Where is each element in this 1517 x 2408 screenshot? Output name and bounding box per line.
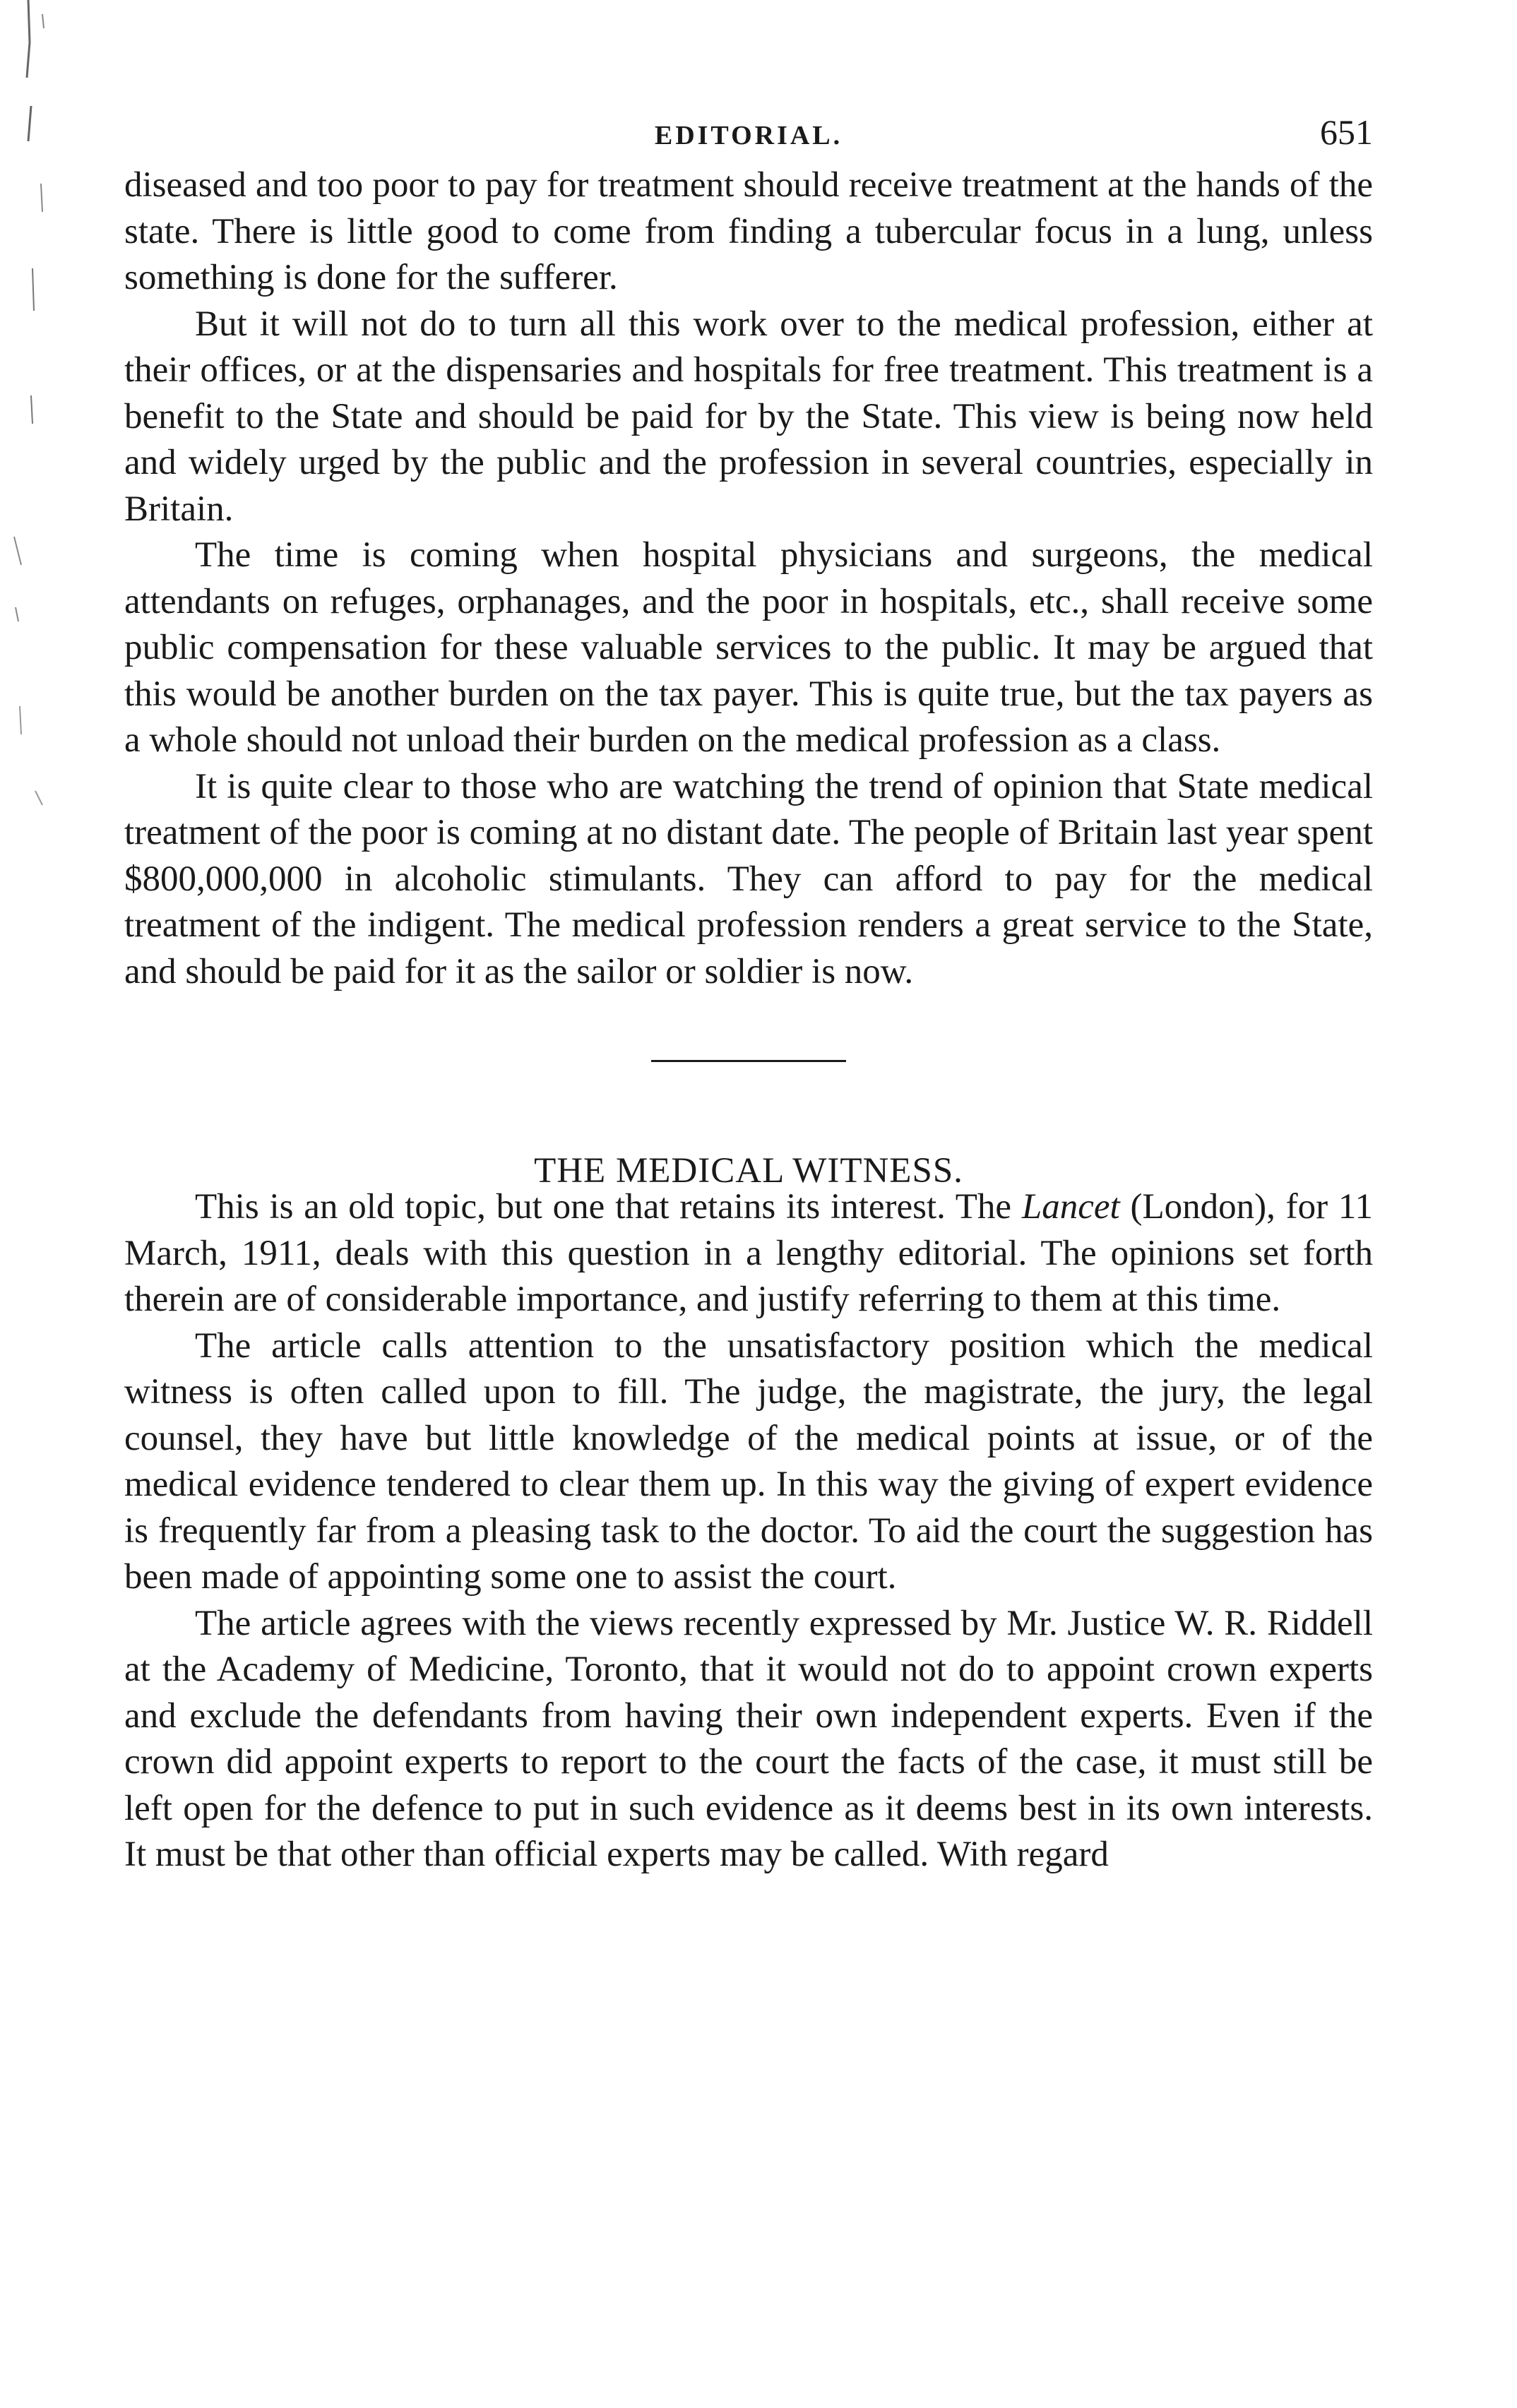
running-head: [124, 106, 1373, 162]
section-separator-rule: [651, 1060, 846, 1062]
editorial-continuation: [124, 162, 1373, 995]
medical-witness-article: [124, 1184, 1373, 1878]
running-title: EDITORIAL.: [654, 121, 843, 150]
page-number: 651: [1320, 112, 1373, 152]
document-page: [124, 106, 1373, 1878]
paragraph: diseased and too poor to pay for treatment should receive treatment at the hands of the state. There is little good to come from finding a tubercular focus in a lung, unless something is done for the sufferer.: [124, 165, 1373, 297]
section-title: THE MEDICAL WITNESS.: [534, 1151, 963, 1191]
paragraph-text: (London), for 11 March, 1911, deals with this question in a lengthy editorial. The opinions set forth therein are of considerable importance, and justify referring to them at this time.: [124, 1187, 1373, 1319]
paragraph: The article agrees with the views recently expressed by Mr. Justice W. R. Riddell at the Academy of Medicine, Toronto, that it would not do to appoint crown experts and exclude the defendants from having their own independent experts. Even if the crown did appoint experts to report to the court the facts of the case, it must still be left open for the defence to put in such evidence as it deems best in its own interests. It must be that other than official experts may be called. With regard: [124, 1603, 1373, 1874]
paragraph: [124, 1184, 1373, 1323]
paragraph: The article calls attention to the unsatisfactory position which the medical witness is often called upon to fill. The judge, the magistrate, the jury, the legal counsel, they have but little knowledge of the medical points at issue, or of the medical evidence tendered to clear them up. In this way the giving of expert evidence is frequently far from a pleasing task to the doctor. To aid the court the suggestion has been made of appointing some one to assist the court.: [124, 1325, 1373, 1597]
paragraph: But it will not do to turn all this work over to the medical profession, either at their offices, or at the dispensaries and hospitals for free treatment. This treatment is a benefit to the State and should be paid for by the State. This view is being now held and widely urged by the public and the profession in several countries, especially in Britain.: [124, 304, 1373, 529]
paragraph: It is quite clear to those who are watching the trend of opinion that State medical treatment of the poor is coming at no distant date. The people of Britain last year spent $800,000,000 in alcoholic stimulants. They can afford to pay for the medical treatment of the indigent. The medical profession renders a great service to the State, and should be paid for it as the sailor or soldier is now.: [124, 766, 1373, 991]
journal-title: Lancet: [1021, 1187, 1120, 1227]
section-separator-area: [124, 995, 1373, 1094]
paragraph-text: This is an old topic, but one that retains its interest. The: [195, 1187, 1022, 1227]
paragraph: The time is coming when hospital physicians and surgeons, the medical attendants on refuges, orphanages, and the poor in hospitals, etc., shall receive some public compensation for these valuable services to the public. It may be argued that this would be another burden on the tax payer. This is quite true, but the tax payers as a whole should not unload their burden on the medical profession as a class.: [124, 535, 1373, 760]
margin-scan-marks: [0, 0, 85, 989]
